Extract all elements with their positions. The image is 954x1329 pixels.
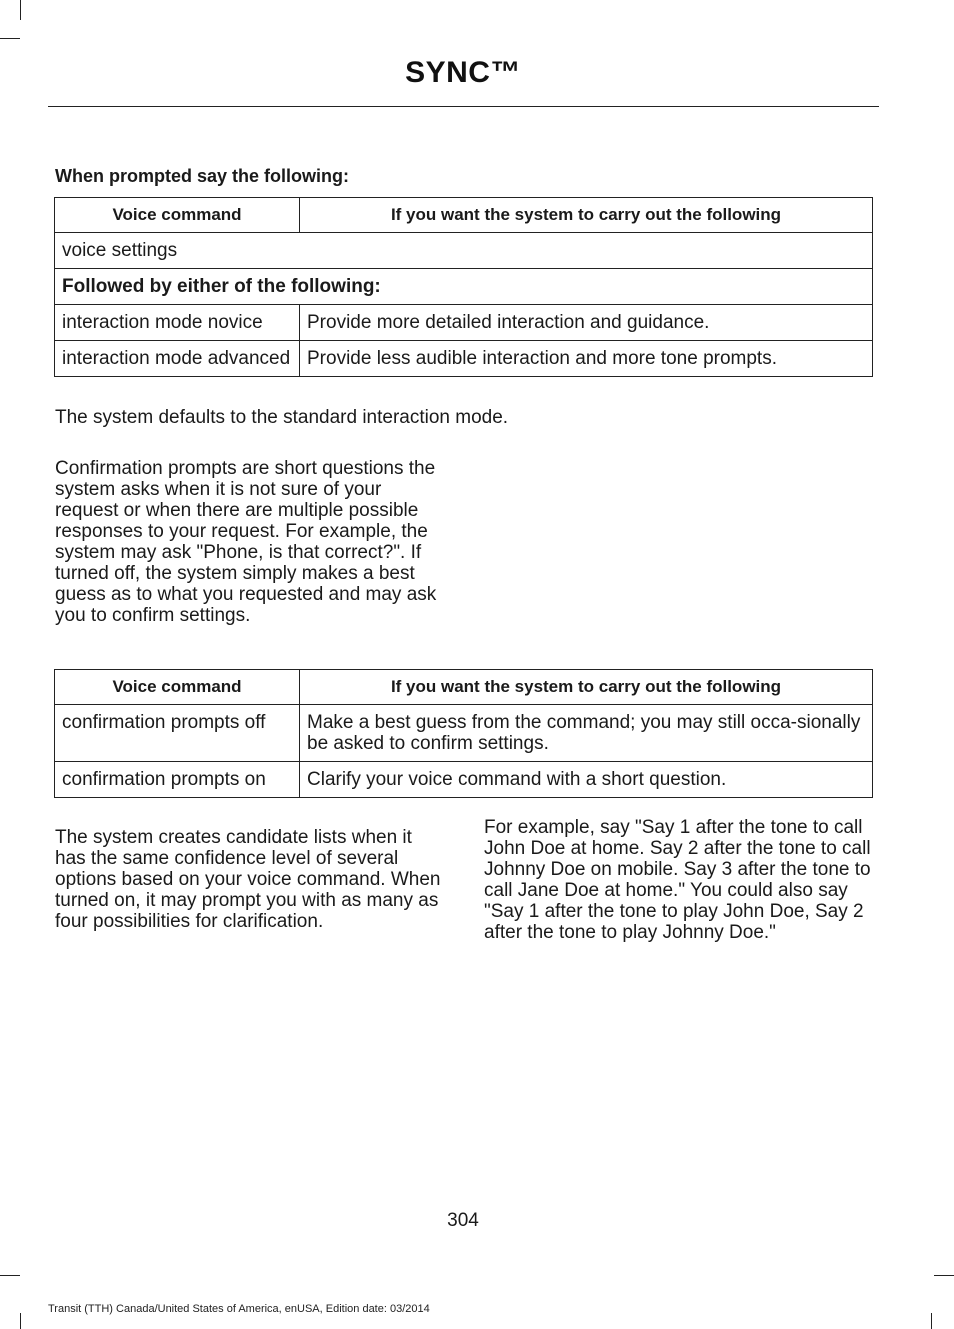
crop-mark [20,0,21,20]
table-header-row [55,198,873,233]
table-row [55,269,873,305]
column-header: Voice command [55,670,300,705]
crop-mark [934,1275,954,1276]
crop-mark [0,1275,20,1276]
footer-edition: Transit (TTH) Canada/United States of America, enUSA, Edition date: 03/2014 [48,1303,430,1315]
body-paragraph: For example, say "Say 1 after the tone to call John Doe at home. Say 2 after the tone to call Johnny Doe on mobile. Say 3 after the tone to call Jane Doe at home." You could also say "Say 1 after the tone to play John Doe, Say 2 after the tone to play Johnny Doe." [484,817,871,943]
column-header: Voice command [55,198,300,233]
table-cell: interaction mode advanced [55,341,300,377]
header-divider [48,106,879,107]
table-cell: interaction mode novice [55,305,300,341]
crop-mark [0,38,20,39]
table-cell: Provide less audible interaction and more tone prompts. [300,341,873,377]
table-cell: confirmation prompts on [55,762,300,798]
table-cell: Followed by either of the following: [55,269,873,305]
table-cell: Clarify your voice command with a short question. [300,762,873,798]
table-row [55,762,873,798]
body-paragraph: Confirmation prompts are short questions the system asks when it is not sure of your request or when there are multiple possible responses to your request. For example, the system may ask "Phone, is that correct?". If turned off, the system simply makes a best guess as to what you requested and may ask you to confirm settings. [55,458,437,626]
table-header-row [55,670,873,705]
table-row [55,305,873,341]
page-number: 304 [447,1210,479,1231]
body-paragraph: The system defaults to the standard interaction mode. [55,407,509,428]
body-paragraph: The system creates candidate lists when it has the same confidence level of several options based on your voice command. When turned on, it may prompt you with as many as four possibilities for clarification. [55,827,441,932]
table-cell: Make a best guess from the command; you may still occa-sionally be asked to confirm settings. [300,705,873,762]
voice-settings-table [54,197,873,377]
confirmation-prompts-table [54,669,873,798]
column-header: If you want the system to carry out the following [300,198,873,233]
crop-mark [931,1313,932,1329]
table-row [55,233,873,269]
column-header: If you want the system to carry out the following [300,670,873,705]
table-cell: confirmation prompts off [55,705,300,762]
intro-heading: When prompted say the following: [55,166,349,186]
crop-mark [20,1313,21,1329]
table-row [55,705,873,762]
page-title: SYNC™ [405,56,521,89]
table-cell: Provide more detailed interaction and guidance. [300,305,873,341]
table-row [55,341,873,377]
table-cell: voice settings [55,233,873,269]
